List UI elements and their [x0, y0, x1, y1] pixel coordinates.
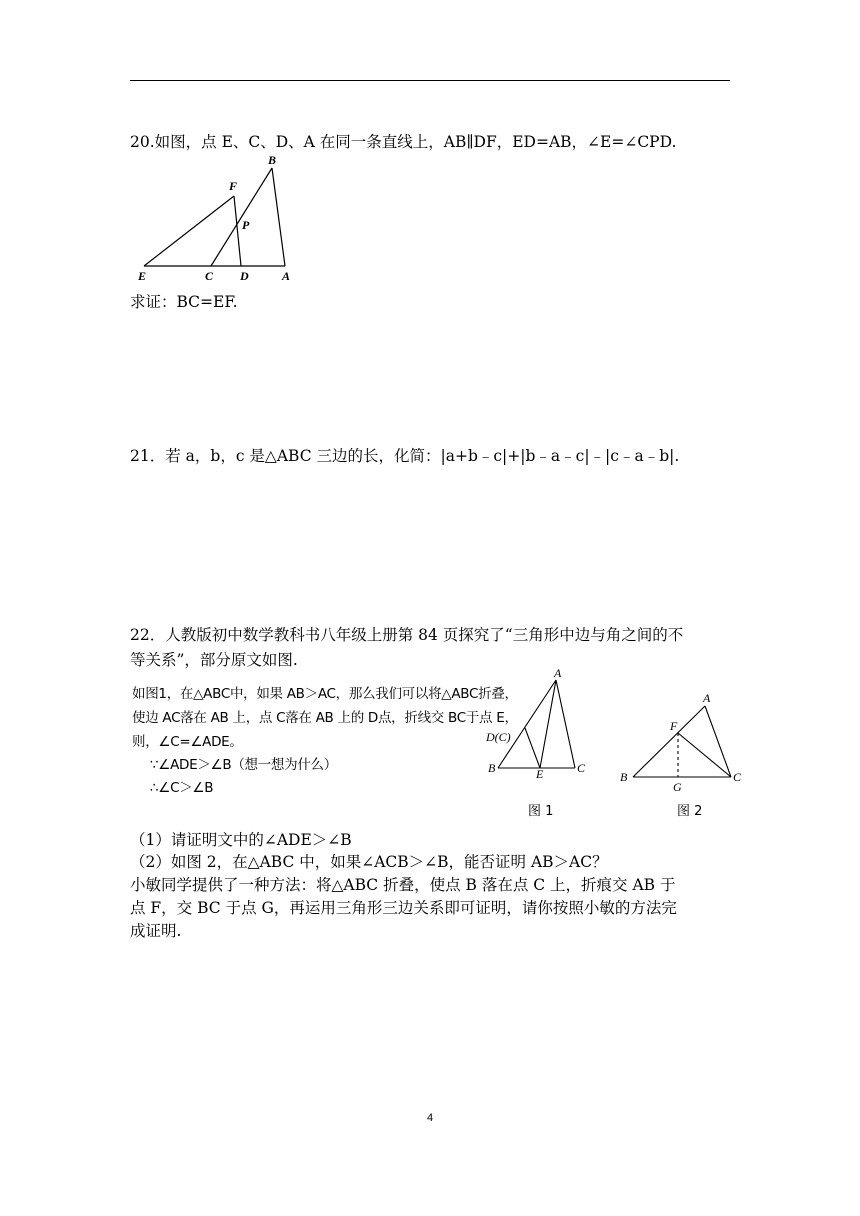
fig1-segment-ab: [498, 680, 556, 768]
fig1-segment-ac: [556, 680, 575, 768]
q22-method-line1: 小敏同学提供了一种方法：将△ABC 折叠，使点 B 落在点 C 上，折痕交 AB 于: [130, 876, 676, 894]
q20-stem: 20.如图，点 E、C、D、A 在同一条直线上，AB∥DF，ED=AB，∠E=∠CPD.: [130, 133, 677, 151]
fig2-label-a: A: [703, 691, 711, 705]
q20-figure: [130, 150, 310, 282]
label-b: B: [268, 153, 277, 167]
q21-stem: 21．若 a，b，c 是△ABC 三边的长，化简：|a+b﹣c|+|b﹣a﹣c|﹣|c﹣a﹣b|.: [130, 447, 680, 465]
fig2-label-c: C: [733, 770, 742, 784]
label-p: P: [242, 218, 250, 232]
q22-stem-line2: 等关系”，部分原文如图.: [130, 651, 298, 669]
fig1-label-c: C: [577, 761, 586, 775]
excerpt-line-3: 则，∠C=∠ADE。: [132, 734, 243, 750]
q22-method-line3: 成证明.: [130, 922, 182, 940]
q22-figure-1: [480, 666, 600, 778]
q22-part2: （2）如图 2，在△ABC 中，如果∠ACB＞∠B，能否证明 AB＞AC？: [130, 853, 608, 871]
excerpt-line-1: 如图1，在△ABC中，如果 AB＞AC，那么我们可以将△ABC折叠，: [132, 686, 518, 702]
segment-ba: [272, 168, 285, 266]
excerpt-line-2: 使边 AC落在 AB 上，点 C落在 AB 上的 D点，折线交 BC于点 E，: [132, 710, 518, 726]
fig2-caption: 图 2: [677, 804, 703, 819]
q22-method-line2: 点 F，交 BC 于点 G，再运用三角形三边关系即可证明，请你按照小敏的方法完: [130, 899, 677, 917]
label-a: A: [282, 269, 291, 282]
q22-figure-2: [615, 688, 745, 792]
header-rule: [130, 80, 730, 81]
q20-prove: 求证：BC=EF.: [130, 293, 238, 311]
label-f: F: [229, 179, 238, 193]
fig1-label-b: B: [488, 761, 496, 775]
fig2-segment-ab: [633, 706, 705, 777]
label-d: D: [240, 269, 249, 282]
excerpt-line-4: ∵∠ADE＞∠B（想一想为什么）: [150, 757, 337, 773]
excerpt-line-5: ∴∠C＞∠B: [150, 780, 214, 796]
q22-stem-line1: 22．人教版初中数学教科书八年级上册第 84 页探究了“三角形中边与角之间的不: [130, 626, 684, 644]
label-c: C: [205, 269, 214, 282]
segment-cb: [211, 168, 272, 266]
label-e: E: [138, 269, 147, 282]
q22-part1: （1）请证明文中的∠ADE＞∠B: [130, 831, 352, 849]
fig1-label-dc: D(C): [486, 730, 511, 744]
fig2-label-g: G: [673, 780, 682, 792]
fig1-label-a: A: [554, 666, 562, 680]
page-number: 4: [426, 1112, 434, 1124]
fig1-caption: 图 1: [528, 804, 554, 819]
fig1-segment-de: [525, 728, 540, 768]
segment-fd: [234, 196, 241, 266]
fig2-label-f: F: [670, 719, 678, 733]
fig1-label-e: E: [536, 767, 544, 778]
fig2-label-b: B: [620, 770, 628, 784]
fig1-segment-ae: [540, 680, 556, 768]
segment-ef: [144, 196, 234, 266]
